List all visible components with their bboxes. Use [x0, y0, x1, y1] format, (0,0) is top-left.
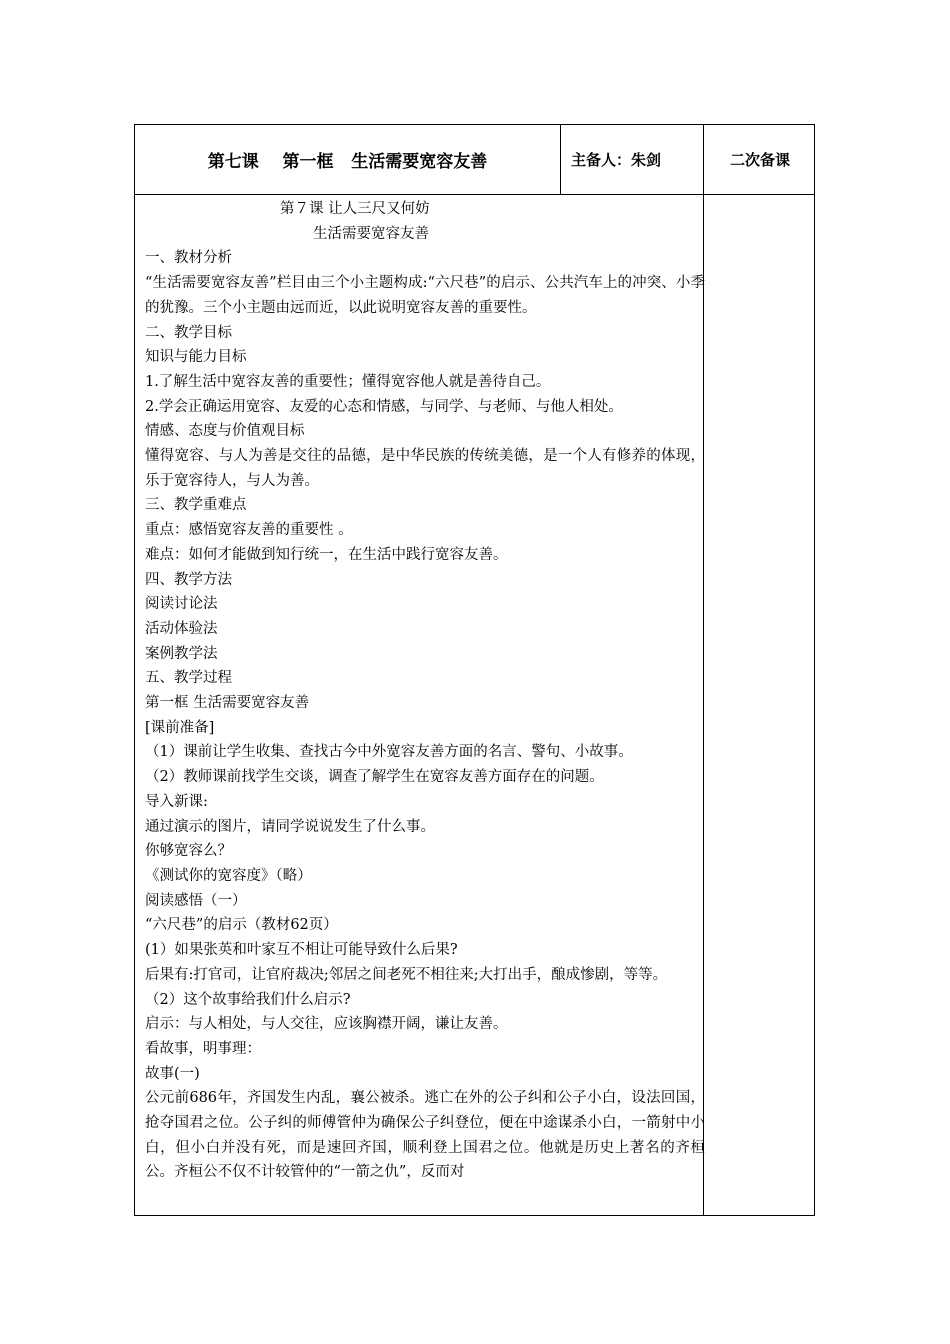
- text-line: 三、教学重难点: [145, 497, 247, 514]
- text-line: 活动体验法: [145, 620, 218, 637]
- text-line: 第一框 生活需要宽容友善: [145, 695, 310, 712]
- text-line: 二、教学目标: [145, 324, 232, 341]
- text-line: (1）如果张英和叶家互不相让可能导致什么后果?: [145, 942, 458, 959]
- text-line: 看故事，明事理：: [145, 1040, 261, 1057]
- text-line: “六尺巷”的启示（教材62页）: [145, 917, 338, 934]
- text-line: 案例教学法: [145, 645, 218, 662]
- text-line: 导入新课:: [145, 793, 208, 810]
- lesson-subheading: 生活需要宽容友善: [313, 225, 429, 242]
- text-line: （2）这个故事给我们什么启示?: [145, 991, 351, 1008]
- text-line: （2）教师课前找学生交谈，调查了解学生在宽容友善方面存在的问题。: [145, 769, 604, 786]
- lesson-title-header: 第七课 第一框 生活需要宽容友善: [207, 152, 488, 172]
- text-line: 四、教学方法: [145, 571, 232, 588]
- text-line: 1.了解生活中宽容友善的重要性；懂得宽容他人就是善待自己。: [145, 373, 551, 390]
- text-line: 重点：感悟宽容友善的重要性 。: [145, 522, 353, 539]
- text-line: “生活需要宽容友善”栏目由三个小主题构成:“六尺巷”的启示、公共汽车上的冲突、小季的犹豫。三个小主题由远而近，以此说明宽容友善的重要性。: [145, 275, 705, 316]
- second-prep-label: 二次备课: [729, 151, 790, 169]
- column-divider-1: [560, 125, 561, 194]
- text-line: 情感、态度与价值观目标: [145, 423, 305, 440]
- text-line: 2.学会正确运用宽容、友爱的心态和情感，与同学、与老师、与他人相处。: [145, 398, 623, 415]
- text-line: 懂得宽容、与人为善是交往的品德，是中华民族的传统美德，是一个人有修养的体现，乐于宽容待人，与人为善。: [145, 448, 705, 489]
- text-line: 公元前686年，齐国发生内乱，襄公被杀。逃亡在外的公子纠和公子小白，设法回国，抢夺国君之位。公子纠的师傅管仲为确保公子纠登位，便在中途谋杀小白，一箭射中小白，但小白并没有死，而是速回齐国，顺利登上国君之位。他就是历史上著名的齐桓公。齐桓公不仅不计较管仲的“一箭之仇”，反而对: [145, 1090, 705, 1181]
- lesson-heading: 第７课 让人三尺又何妨: [280, 201, 430, 217]
- text-line: 五、教学过程: [145, 670, 232, 687]
- text-line: 《测试你的宽容度》（略）: [145, 867, 312, 884]
- text-line: 后果有:打官司，让官府裁决;邻居之间老死不相往来;大打出手，酿成惨剧，等等。: [145, 966, 668, 983]
- preparer-label: 主备人：朱剑: [571, 151, 662, 169]
- text-line: 难点：如何才能做到知行统一，在生活中践行宽容友善。: [145, 546, 508, 563]
- text-line: 你够宽容么？: [145, 843, 232, 860]
- lesson-body: [145, 197, 705, 1185]
- text-line: [课前准备]: [145, 719, 215, 736]
- text-line: 知识与能力目标: [145, 349, 247, 366]
- text-line: 故事(一): [145, 1065, 200, 1082]
- header-divider: [135, 194, 815, 195]
- text-line: 启示：与人相处，与人交往，应该胸襟开阔，谦让友善。: [145, 1016, 508, 1033]
- text-line: 通过演示的图片，请同学说说发生了什么事。: [145, 818, 435, 835]
- text-line: 阅读讨论法: [145, 596, 218, 613]
- text-line: 阅读感悟（一）: [145, 892, 247, 909]
- lesson-plan-table: [134, 124, 815, 1216]
- text-line: （1）课前让学生收集、查找古今中外宽容友善方面的名言、警句、小故事。: [145, 744, 633, 761]
- text-line: 一、教材分析: [145, 250, 232, 267]
